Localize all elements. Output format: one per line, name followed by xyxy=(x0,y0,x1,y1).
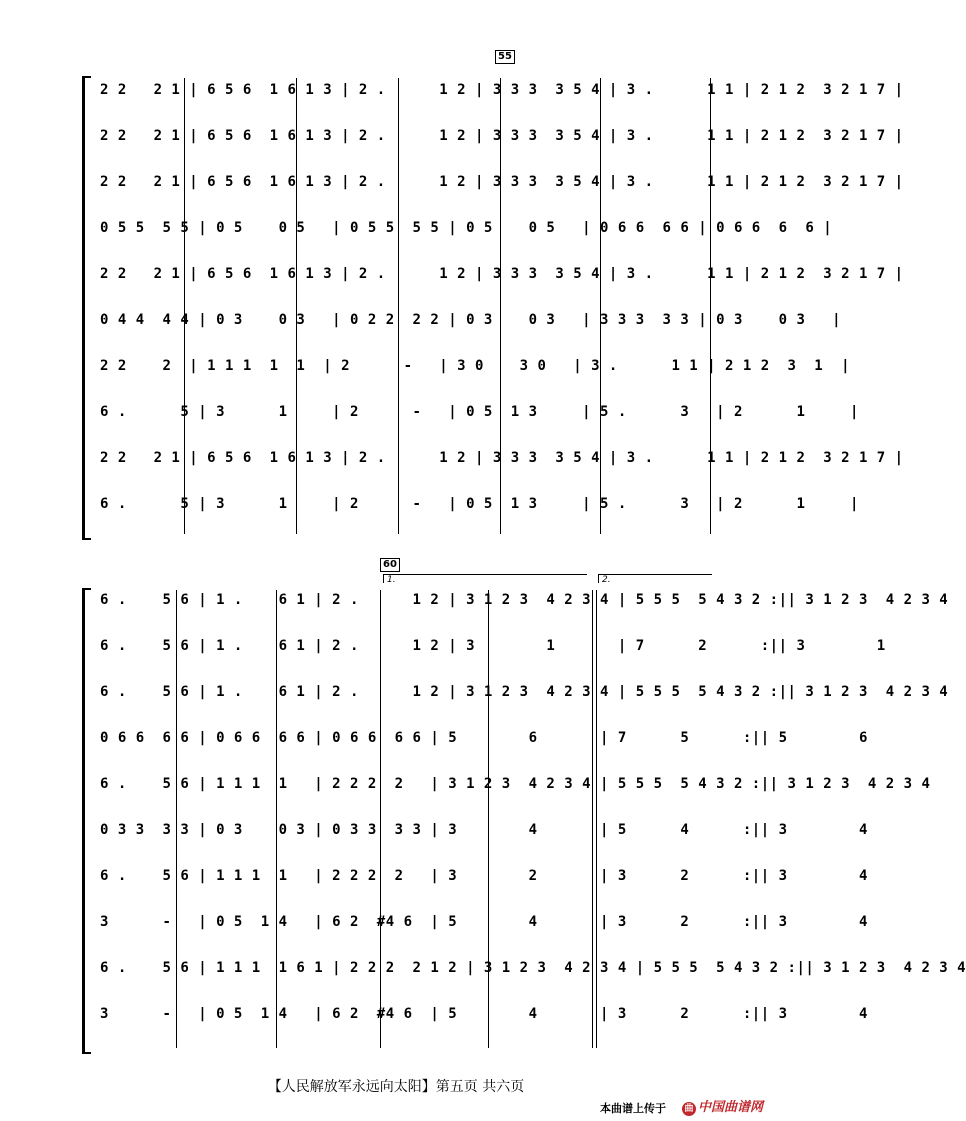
staff-row: 6 . 5 | 3 1 | 2 - | 0 5 1 3 | 5 . 3 | 2 1 | xyxy=(100,404,859,420)
staff-row: 3 - | 0 5 1 4 | 6 2 #4 6 | 5 4 | 3 2 :|| 3 4 xyxy=(100,914,868,930)
system-bracket xyxy=(82,588,91,1054)
system-bracket xyxy=(82,76,91,540)
upload-note: 本曲谱上传于 xyxy=(600,1102,666,1115)
rehearsal-mark-55: 55 xyxy=(495,50,515,64)
staff-row: 6 . 5 6 | 1 . 6 1 | 2 . 1 2 | 3 1 2 3 4 2 3 4 | 5 5 5 5 4 3 2 :|| 3 1 2 3 4 2 3 4 xyxy=(100,684,949,700)
rehearsal-mark-60: 60 xyxy=(380,558,400,572)
barline xyxy=(488,590,489,1048)
staff-row: 0 5 5 5 5 | 0 5 0 5 | 0 5 5 5 5 | 0 5 0 5 | 0 6 6 6 6 | 0 6 6 6 6 | xyxy=(100,220,833,236)
staff-row: 6 . 5 6 | 1 1 1 1 6 1 | 2 2 2 2 1 2 | 3 1 2 3 4 2 3 4 | 5 5 5 5 4 3 2 :|| 3 1 2 3 4 2 3 4 xyxy=(100,960,966,976)
barline xyxy=(276,590,277,1048)
staff-row: 2 2 2 1 | 6 5 6 1 6 1 3 | 2 . 1 2 | 3 3 3 3 5 4 | 3 . 1 1 | 2 1 2 3 2 1 7 | xyxy=(100,128,904,144)
logo-icon: 曲 xyxy=(682,1102,696,1116)
system-2 xyxy=(0,559,966,1060)
barline xyxy=(592,590,593,1048)
staff-row: 0 3 3 3 3 | 0 3 0 3 | 0 3 3 3 3 | 3 4 | 5 4 :|| 3 4 xyxy=(100,822,868,838)
site-logo[interactable] xyxy=(682,1096,763,1116)
staff-row: 2 2 2 1 | 6 5 6 1 6 1 3 | 2 . 1 2 | 3 3 3 3 5 4 | 3 . 1 1 | 2 1 2 3 2 1 7 | xyxy=(100,450,904,466)
staff-row: 0 4 4 4 4 | 0 3 0 3 | 0 2 2 2 2 | 0 3 0 3 | 3 3 3 3 3 | 0 3 0 3 | xyxy=(100,312,842,328)
staff-row: 6 . 5 6 | 1 . 6 1 | 2 . 1 2 | 3 1 2 3 4 2 3 4 | 5 5 5 5 4 3 2 :|| 3 1 2 3 4 2 3 4 xyxy=(100,592,949,608)
staff-row: 3 - | 0 5 1 4 | 6 2 #4 6 | 5 4 | 3 2 :|| 3 4 xyxy=(100,1006,868,1022)
staff-row: 6 . 5 6 | 1 1 1 1 | 2 2 2 2 | 3 2 | 3 2 :|| 3 4 xyxy=(100,868,868,884)
staff-row: 6 . 5 | 3 1 | 2 - | 0 5 1 3 | 5 . 3 | 2 1 | xyxy=(100,496,859,512)
barline xyxy=(380,590,381,1048)
system-1 xyxy=(0,51,904,540)
volta-first-ending: 1. xyxy=(383,574,587,583)
staff-row: 2 2 2 1 | 6 5 6 1 6 1 3 | 2 . 1 2 | 3 3 3 3 5 4 | 3 . 1 1 | 2 1 2 3 2 1 7 | xyxy=(100,82,904,98)
logo-text: 中国曲谱网 xyxy=(698,1100,764,1115)
staff-row: 2 2 2 | 1 1 1 1 1 | 2 - | 3 0 3 0 | 3 . 1 1 | 2 1 2 3 1 | xyxy=(100,358,851,374)
staff-row: 2 2 2 1 | 6 5 6 1 6 1 3 | 2 . 1 2 | 3 3 3 3 5 4 | 3 . 1 1 | 2 1 2 3 2 1 7 | xyxy=(100,174,904,190)
staff-row: 6 . 5 6 | 1 . 6 1 | 2 . 1 2 | 3 1 | 7 2 :|| 3 1 xyxy=(100,638,886,654)
barline xyxy=(596,590,597,1048)
volta-second-ending: 2. xyxy=(598,574,712,583)
page-footer-title: 【人民解放军永远向太阳】第五页 共六页 xyxy=(267,1079,525,1095)
staff-row: 0 6 6 6 6 | 0 6 6 6 6 | 0 6 6 6 6 | 5 6 | 7 5 :|| 5 6 xyxy=(100,730,868,746)
barline xyxy=(176,590,177,1048)
staff-row: 2 2 2 1 | 6 5 6 1 6 1 3 | 2 . 1 2 | 3 3 3 3 5 4 | 3 . 1 1 | 2 1 2 3 2 1 7 | xyxy=(100,266,904,282)
staff-row: 6 . 5 6 | 1 1 1 1 | 2 2 2 2 | 3 1 2 3 4 2 3 4 | 5 5 5 5 4 3 2 :|| 3 1 2 3 4 2 3 4 xyxy=(100,776,931,792)
